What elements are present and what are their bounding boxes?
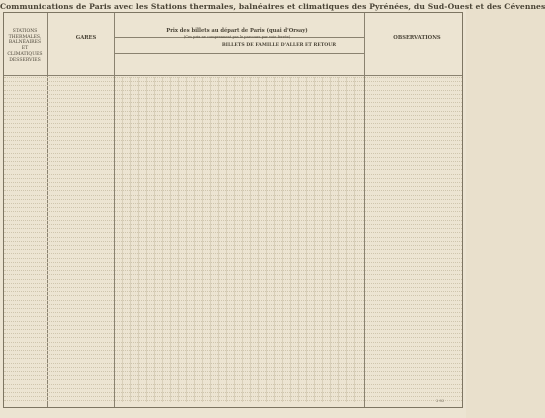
page-number: 2-83: [436, 399, 444, 403]
table-row: [4, 77, 462, 78]
price-column-rule: [250, 77, 251, 402]
price-column-rule: [266, 77, 267, 402]
table-row: [4, 304, 462, 305]
table-row: [4, 329, 462, 330]
price-column-rule: [338, 77, 339, 402]
price-column-rule: [154, 77, 155, 402]
price-column-rule: [194, 77, 195, 402]
price-column-rule: [258, 77, 259, 402]
price-column-rule: [242, 77, 243, 402]
price-column-rule: [210, 77, 211, 402]
timetable-rows: [4, 77, 462, 402]
table-row: [4, 396, 462, 397]
table-row: [4, 321, 462, 322]
table-row: [4, 388, 462, 389]
price-column-rule: [306, 77, 307, 402]
table-row: [4, 106, 462, 107]
table-row: [4, 81, 462, 82]
table-row: [4, 367, 462, 368]
price-column-rule: [282, 77, 283, 402]
table-row: [4, 283, 462, 284]
table-row: [4, 258, 462, 259]
table-row: [4, 211, 462, 212]
table-row: [4, 237, 462, 238]
price-column-rule: [202, 77, 203, 402]
table-row: [4, 249, 462, 250]
price-column-rule: [274, 77, 275, 402]
table-row: [4, 270, 462, 271]
price-column-rule: [346, 77, 347, 402]
document-title: Communications de Paris avec les Stations thermales, balnéaires et climatiques des Pyrénées, du Sud-Ouest et des Cévennes: [0, 2, 545, 11]
table-row: [4, 220, 462, 221]
header-separator: [4, 75, 462, 76]
price-column-rule: [170, 77, 171, 402]
table-row: [4, 136, 462, 137]
price-column-rule: [354, 77, 355, 402]
billets-famille-header: BILLETS DE FAMILLE D'ALLER ET RETOUR: [221, 43, 337, 48]
table-row: [4, 199, 462, 200]
price-column-rule: [322, 77, 323, 402]
prix-title: Prix des billets au départ de Paris (quai d'Orsay): [166, 28, 308, 34]
prix-subheader-line: [114, 53, 364, 54]
table-row: [4, 119, 462, 120]
table-row: [4, 392, 462, 393]
table-row: [4, 354, 462, 355]
price-column-rule: [186, 77, 187, 402]
table-row: [4, 342, 462, 343]
price-column-rule: [226, 77, 227, 402]
table-row: [4, 102, 462, 103]
table-row: [4, 165, 462, 166]
table-row: [4, 169, 462, 170]
table-row: [4, 207, 462, 208]
table-row: [4, 325, 462, 326]
stations-header: STATIONS THERMALES, BALNÉAIRES ET CLIMATIQUES DESSERVIES: [7, 29, 43, 63]
price-column-rule: [234, 77, 235, 402]
table-row: [4, 375, 462, 376]
table-row: [4, 337, 462, 338]
price-column-rule: [314, 77, 315, 402]
table-row: [4, 224, 462, 225]
table-row: [4, 186, 462, 187]
table-row: [4, 262, 462, 263]
table-row: [4, 300, 462, 301]
table-row: [4, 291, 462, 292]
price-column-rule: [290, 77, 291, 402]
price-column-rule: [330, 77, 331, 402]
table-row: [4, 216, 462, 217]
table-row: [4, 316, 462, 317]
table-row: [4, 132, 462, 133]
price-column-rule: [298, 77, 299, 402]
price-column-rule: [178, 77, 179, 402]
table-row: [4, 153, 462, 154]
table-row: [4, 161, 462, 162]
table-row: [4, 333, 462, 334]
table-row: [4, 111, 462, 112]
table-row: [4, 148, 462, 149]
table-row: [4, 140, 462, 141]
table-row: [4, 253, 462, 254]
table-row: [4, 358, 462, 359]
table-row: [4, 174, 462, 175]
prix-header: [126, 28, 348, 39]
table-row: [4, 308, 462, 309]
table-row: [4, 182, 462, 183]
price-column-rule: [138, 77, 139, 402]
observations-header: OBSERVATIONS: [393, 35, 441, 41]
table-row: [4, 127, 462, 128]
table-row: [4, 144, 462, 145]
table-row: [4, 245, 462, 246]
table-row: [4, 350, 462, 351]
table-row: [4, 123, 462, 124]
price-column-rule: [162, 77, 163, 402]
table-row: [4, 85, 462, 86]
timetable-frame: [3, 12, 463, 408]
table-row: [4, 94, 462, 95]
table-row: [4, 379, 462, 380]
table-row: [4, 400, 462, 401]
table-row: [4, 232, 462, 233]
table-row: [4, 279, 462, 280]
table-row: [4, 384, 462, 385]
table-row: [4, 287, 462, 288]
table-row: [4, 241, 462, 242]
table-row: [4, 98, 462, 99]
table-row: [4, 228, 462, 229]
table-row: [4, 274, 462, 275]
price-column-rule: [122, 77, 123, 402]
table-row: [4, 115, 462, 116]
table-row: [4, 190, 462, 191]
table-row: [4, 178, 462, 179]
gares-header: GARES: [75, 35, 97, 41]
table-row: [4, 157, 462, 158]
table-row: [4, 295, 462, 296]
table-row: [4, 203, 462, 204]
price-column-rule: [130, 77, 131, 402]
table-row: [4, 266, 462, 267]
price-column-rule: [146, 77, 147, 402]
table-row: [4, 346, 462, 347]
table-row: [4, 363, 462, 364]
price-column-rule: [218, 77, 219, 402]
table-row: [4, 195, 462, 196]
prix-subtitle: (Ces prix ne comprennent pas le parcours par voie ferrée): [183, 34, 291, 39]
table-row: [4, 312, 462, 313]
table-row: [4, 90, 462, 91]
table-row: [4, 371, 462, 372]
